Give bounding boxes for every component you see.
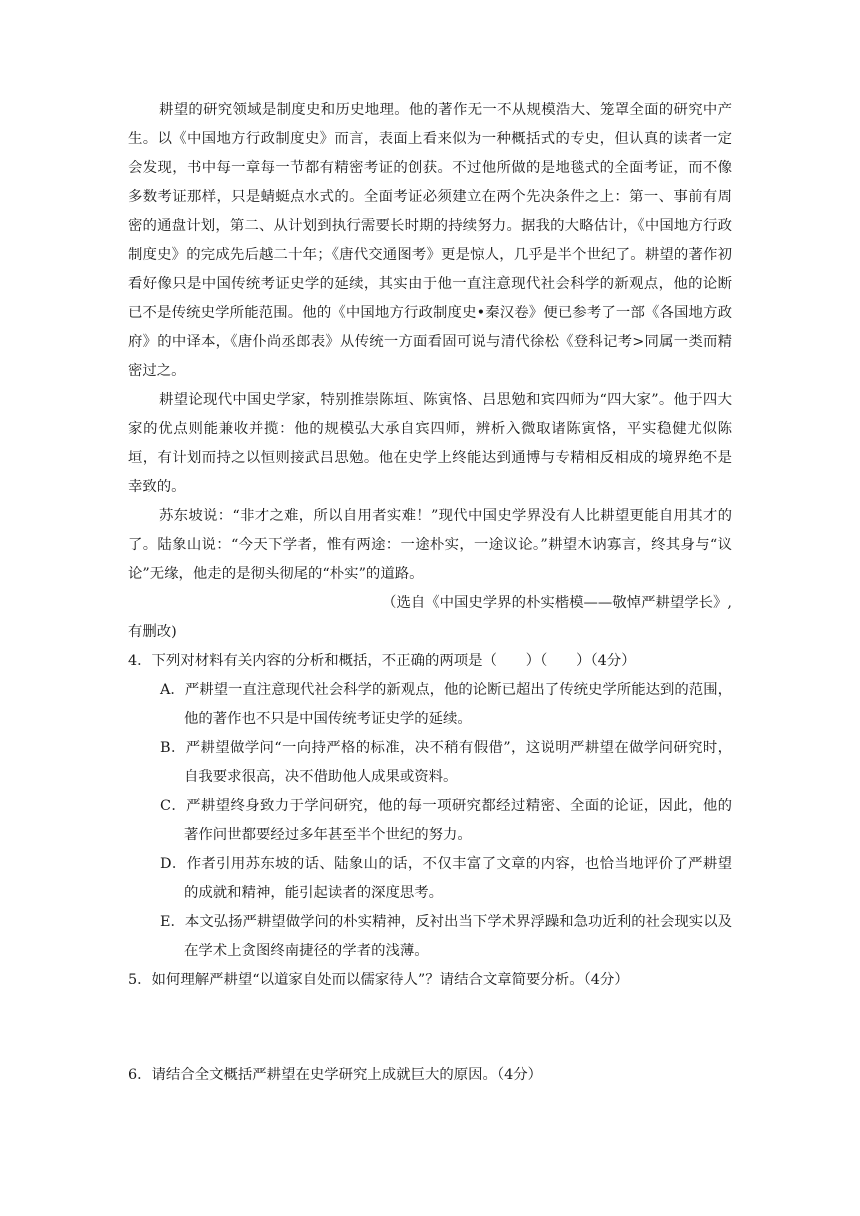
option-d xyxy=(160,850,732,908)
source-citation: （选自《中国史学界的朴实楷模——敬悼严耕望学长》, xyxy=(382,595,732,611)
option-d-text: 作者引用苏东坡的话、陆象山的话，不仅丰富了文章的内容，也恰当地评价了严耕望的成就和精神，能引起读者的深度思考。 xyxy=(184,856,732,901)
question-5: 5．如何理解严耕望“以道家自处而以儒家待人”？请结合文章简要分析。（4分） xyxy=(128,972,629,988)
option-a xyxy=(160,676,732,734)
source-citation-tail: 有删改) xyxy=(128,624,177,640)
option-d-label: D． xyxy=(160,856,187,872)
option-c-label: C． xyxy=(160,798,187,814)
question-4-options xyxy=(128,676,732,966)
option-c xyxy=(160,792,732,850)
option-a-label: A． xyxy=(160,682,185,698)
option-e xyxy=(160,908,732,966)
option-b-label: B． xyxy=(160,740,186,756)
question-4-stem: 4．下列对材料有关内容的分析和概括，不正确的两项是（ ）（ ）（4分） xyxy=(128,653,636,669)
option-e-label: E． xyxy=(160,914,185,930)
paragraph-3: 苏东坡说：“非才之难，所以自用者实难！”现代中国史学界没有人比耕望更能自用其才的了。陆象山说：“今天下学者，惟有两途：一途朴实，一途议论。”耕望木讷寡言，终其身与“议论”无缘，他走的是彻头彻尾的“朴实”的道路。 xyxy=(128,508,732,582)
answer-space-q5 xyxy=(128,995,732,1061)
option-e-text: 本文弘扬严耕望做学问的朴实精神，反衬出当下学术界浮躁和急功近利的社会现实以及在学术上贪图终南捷径的学者的浅薄。 xyxy=(184,914,732,959)
paragraph-1: 耕望的研究领域是制度史和历史地理。他的著作无一不从规模浩大、笼罩全面的研究中产生。以《中国地方行政制度史》而言，表面上看来似为一种概括式的专史，但认真的读者一定会发现，书中每一章每一节都有精密考证的创获。不过他所做的是地毯式的全面考证，而不像多数考证那样，只是蜻蜓点水式的。全面考证必须建立在两个先决条件之上：第一、事前有周密的通盘计划，第二、从计划到执行需要长时期的持续努力。据我的大略估计，《中国地方行政制度史》的完成先后越二十年；《唐代交通图考》更是惊人，几乎是半个世纪了。耕望的著作初看好像只是中国传统考证史学的延续，其实由于他一直注意现代社会科学的新观点，他的论断已不是传统史学所能范围。他的《中国地方行政制度史•秦汉卷》便已参考了一部《各国地方政府》的中译本，《唐仆尚丞郎表》从传统一方面看固可说与清代徐松《登科记考>同属一类而精密过之。 xyxy=(128,102,732,379)
option-b xyxy=(160,734,732,792)
question-6: 6．请结合全文概括严耕望在史学研究上成就巨大的原因。（4分） xyxy=(128,1067,543,1083)
document-body xyxy=(128,96,732,1090)
option-a-text: 严耕望一直注意现代社会科学的新观点，他的论断已超出了传统史学所能达到的范围，他的著作也不只是中国传统考证史学的延续。 xyxy=(184,682,732,727)
paragraph-2: 耕望论现代中国史学家，特别推崇陈垣、陈寅恪、吕思勉和宾四师为“四大家”。他于四大家的优点则能兼收并揽：他的规模弘大承自宾四师，辨析入微取诸陈寅恪，平实稳健尤似陈垣，有计划而持之以恒则接武吕思勉。他在史学上终能达到通博与专精相反相成的境界绝不是幸致的。 xyxy=(128,392,732,495)
option-c-text: 严耕望终身致力于学问研究，他的每一项研究都经过精密、全面的论证，因此，他的著作问世都要经过多年甚至半个世纪的努力。 xyxy=(184,798,732,843)
option-b-text: 严耕望做学问“一向持严格的标准，决不稍有假借”，这说明严耕望在做学问研究时，自我要求很高，决不借助他人成果或资料。 xyxy=(184,740,733,785)
